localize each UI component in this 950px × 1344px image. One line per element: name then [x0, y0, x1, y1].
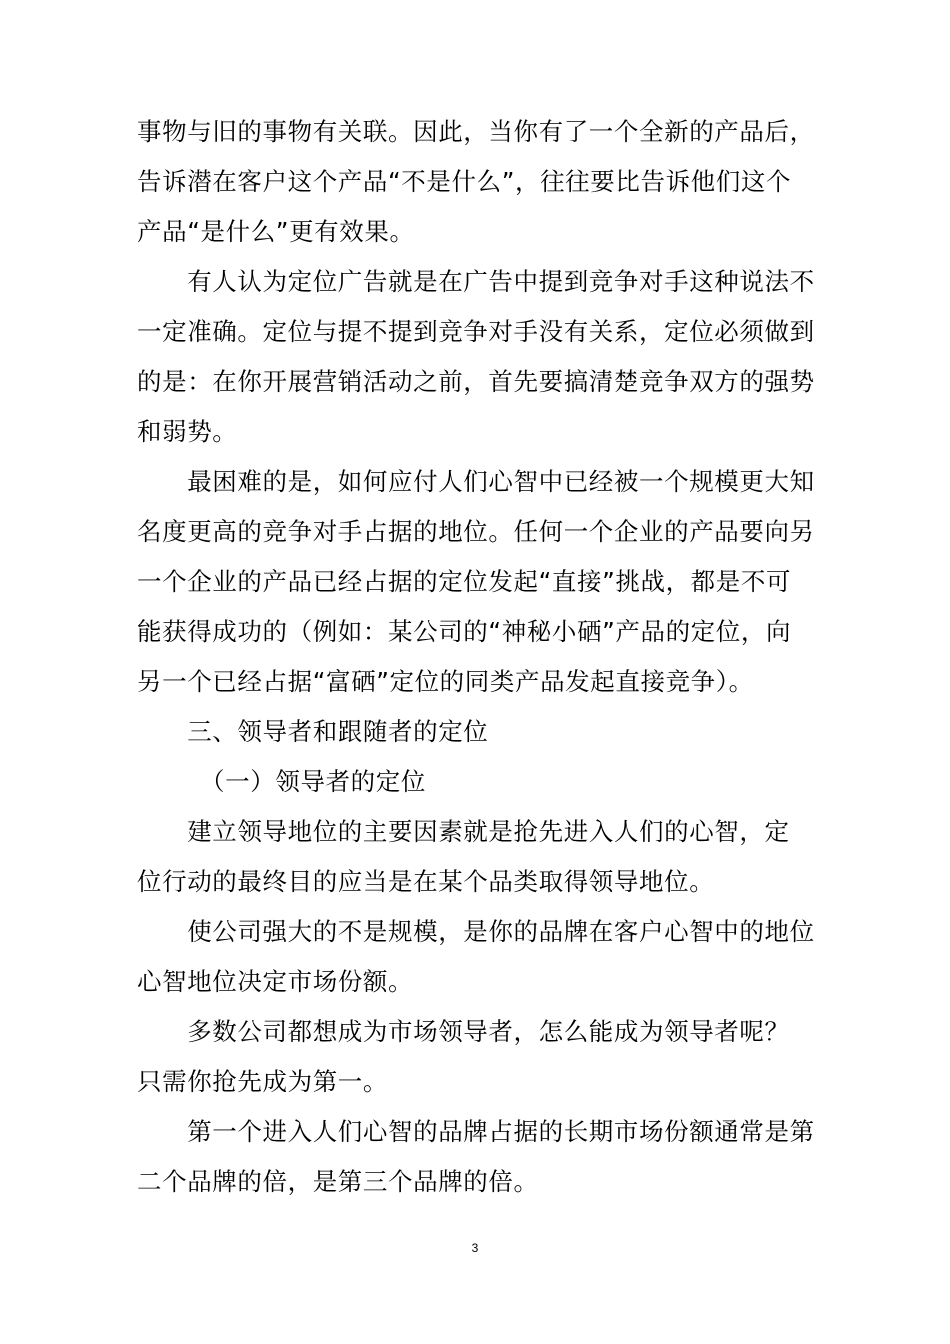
- page-number: 3: [471, 1241, 479, 1255]
- text-line: 一定准确。定位与提不提到竞争对手没有关系，定位必须做到: [137, 317, 815, 346]
- text-line: 告诉潜在客户这个产品“不是什么”，往往要比告诉他们这个: [137, 167, 792, 196]
- text-line: 二个品牌的倍，是第三个品牌的倍。: [137, 1167, 539, 1196]
- text-line: 心智地位决定市场份额。: [137, 967, 414, 996]
- text-line: 和弱势。: [137, 417, 238, 446]
- subsection-heading: （一）领导者的定位: [137, 767, 426, 796]
- text-line: 最困难的是，如何应付人们心智中已经被一个规模更大知: [137, 467, 815, 496]
- text-line: 另一个已经占据“富硒”定位的同类产品发起直接竞争）。: [137, 667, 754, 696]
- text-line: 只需你抢先成为第一。: [137, 1067, 388, 1096]
- text-line: 产品“是什么”更有效果。: [137, 217, 415, 246]
- section-heading: 三、领导者和跟随者的定位: [137, 717, 489, 746]
- text-line: 建立领导地位的主要因素就是抢先进入人们的心智，定: [137, 817, 790, 846]
- text-line: 有人认为定位广告就是在广告中提到竞争对手这种说法不: [137, 267, 815, 296]
- text-line: 的是：在你开展营销活动之前，首先要搞清楚竞争双方的强势: [137, 367, 815, 396]
- text-line: 名度更高的竞争对手占据的地位。任何一个企业的产品要向另: [137, 517, 815, 546]
- text-line: 第一个进入人们心智的品牌占据的长期市场份额通常是第: [137, 1117, 815, 1146]
- text-line: 位行动的最终目的应当是在某个品类取得领导地位。: [137, 867, 715, 896]
- text-line: 多数公司都想成为市场领导者，怎么能成为领导者呢？: [137, 1017, 790, 1046]
- text-line: 一个企业的产品已经占据的定位发起“直接”挑战，都是不可: [137, 567, 792, 596]
- text-line: 使公司强大的不是规模，是你的品牌在客户心智中的地位: [137, 917, 815, 946]
- text-line: 事物与旧的事物有关联。因此，当你有了一个全新的产品后，: [137, 117, 815, 146]
- text-line: 能获得成功的（例如：某公司的“神秘小硒”产品的定位，向: [137, 617, 792, 646]
